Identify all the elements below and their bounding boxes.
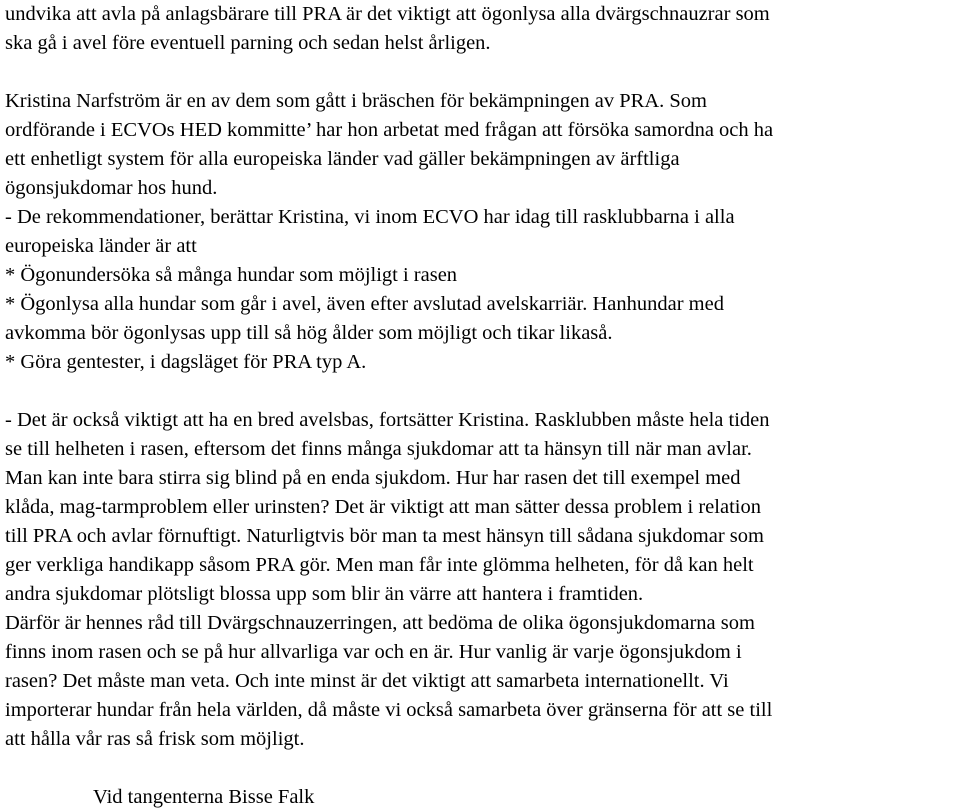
text-line: ögonsjukdomar hos hund. <box>5 177 218 199</box>
text-line: - De rekommendationer, berättar Kristina, vi inom ECVO har idag till rasklubbarna i alla <box>5 206 735 228</box>
text-line: klåda, mag-tarmproblem eller urinsten? Det är viktigt att man sätter dessa problem i relation <box>5 496 761 518</box>
paragraph-gap <box>5 377 960 406</box>
paragraph-gap <box>5 58 960 87</box>
author-signature: Vid tangenterna Bisse Falk <box>93 786 315 808</box>
text-line: avkomma bör ögonlysas upp till så hög ålder som möjligt och tikar likaså. <box>5 322 613 344</box>
paragraph-ecvo-recommendations <box>5 87 960 377</box>
list-item: * Ögonundersöka så många hundar som möjligt i rasen <box>5 264 458 286</box>
text-line: Kristina Narfström är en av dem som gått i bräschen för bekämpningen av PRA. Som <box>5 90 707 112</box>
text-line: importerar hundar från hela världen, då måste vi också samarbeta över gränserna för att se till <box>5 699 773 721</box>
paragraph-breeding-base <box>5 406 960 754</box>
text-line: ordförande i ECVOs HED kommitte’ har hon arbetat med frågan att försöka samordna och ha <box>5 119 774 141</box>
paragraph-gap <box>5 754 960 783</box>
text-line: undvika att avla på anlagsbärare till PRA är det viktigt att ögonlysa alla dvärgschnauzrar som <box>5 3 770 25</box>
text-line: att hålla vår ras så frisk som möjligt. <box>5 728 305 750</box>
document-page <box>5 0 960 812</box>
list-item: * Göra gentester, i dagsläget för PRA typ A. <box>5 351 367 373</box>
text-line: rasen? Det måste man veta. Och inte minst är det viktigt att samarbeta internationellt. Vi <box>5 670 729 692</box>
text-line: se till helheten i rasen, eftersom det finns många sjukdomar att ta hänsyn till när man avlar. <box>5 438 752 460</box>
paragraph-breeding-advice <box>5 0 960 58</box>
text-line: till PRA och avlar förnuftigt. Naturligtvis bör man ta mest hänsyn till sådana sjukdomar som <box>5 525 764 547</box>
text-line: andra sjukdomar plötsligt blossa upp som blir än värre att hantera i framtiden. <box>5 583 644 605</box>
text-line: ger verkliga handikapp såsom PRA gör. Men man får inte glömma helheten, för då kan helt <box>5 554 754 576</box>
list-item: * Ögonlysa alla hundar som går i avel, även efter avslutad avelskarriär. Hanhundar med <box>5 293 724 315</box>
text-line: ska gå i avel före eventuell parning och sedan helst årligen. <box>5 32 491 54</box>
text-line: - Det är också viktigt att ha en bred avelsbas, fortsätter Kristina. Rasklubben måste hela tiden <box>5 409 770 431</box>
text-line: ett enhetligt system för alla europeiska länder vad gäller bekämpningen av ärftliga <box>5 148 680 170</box>
text-line: europeiska länder är att <box>5 235 197 257</box>
text-line: Man kan inte bara stirra sig blind på en enda sjukdom. Hur har rasen det till exempel med <box>5 467 741 489</box>
text-line: Därför är hennes råd till Dvärgschnauzerringen, att bedöma de olika ögonsjukdomarna som <box>5 612 755 634</box>
text-line: finns inom rasen och se på hur allvarliga var och en är. Hur vanlig är varje ögonsjukdom i <box>5 641 742 663</box>
